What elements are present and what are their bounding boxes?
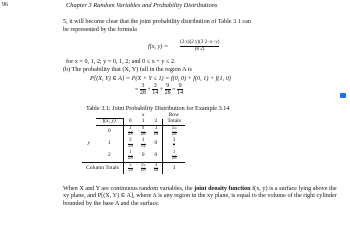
- intro-line-2: be represented by the formula: [63, 26, 137, 33]
- grand-total: 1: [163, 162, 185, 174]
- sum-equals: =: [135, 86, 139, 93]
- intro-line-1: 5, it will become clear that the joint probability distribution of Table 3.1 can: [63, 18, 251, 25]
- defined-term: joint density function: [194, 185, 251, 192]
- x-value: 1: [137, 119, 150, 126]
- extension-icon[interactable]: [340, 93, 346, 98]
- joint-probability-table: [82, 113, 185, 174]
- term4-den: 14: [177, 90, 184, 96]
- x-axis-label: x: [141, 112, 145, 118]
- coltotal-den: 14: [127, 168, 133, 174]
- total-num: 3: [172, 137, 176, 143]
- formula-lhs: f(x, y) =: [148, 43, 169, 50]
- cell-den: 14: [127, 143, 133, 149]
- term4-num: 9: [178, 83, 182, 89]
- cell-den: 28: [153, 132, 159, 137]
- cell-den: 28: [127, 132, 133, 137]
- y-value: 0: [107, 128, 111, 135]
- x-value: 0: [123, 119, 136, 126]
- domain-text: for x = 0, 1, 2; y = 0, 1, 2; and 0 ≤ x + y ≤ 2.: [66, 58, 176, 65]
- cell-value: 0: [141, 151, 145, 158]
- term3-num: 9: [166, 83, 170, 89]
- cell-num: 3: [129, 126, 132, 132]
- coltotal-num: 5: [129, 162, 132, 168]
- formula-denominator: (8 2): [194, 46, 205, 52]
- cell-num: 1: [129, 149, 132, 155]
- row-totals-header: Row: [168, 112, 180, 118]
- term1-num: 3: [141, 83, 145, 89]
- formula-numerator: (3 x)(2 y)(3 2−x−y): [180, 39, 220, 45]
- continuous-paragraph: When X and Y are continuous random variables, the joint density function f(x, y) is a surface lying above the xy plane, and P[(X, Y) ∈ A], where A is any region in the xy plane, is equal to the volume of the right cylinder bounded by the base A and the surface.: [63, 185, 337, 207]
- term2-num: 3: [153, 83, 157, 89]
- column-totals-label: Column Totals: [82, 162, 123, 174]
- table-caption: Table 3.1: Joint Probability Distribution for Example 3.14: [86, 105, 230, 112]
- cell-den: 28: [127, 155, 133, 161]
- y-value: 1: [107, 139, 111, 146]
- term1-den: 28: [139, 90, 146, 96]
- page-number: 96: [2, 2, 8, 8]
- term3-den: 28: [164, 90, 171, 96]
- sum-expression: = $\frac{3}{28}$ + $\frac{3}{14}$ + $\frac{9}{28}$ = $\frac{9}{14}$: [135, 83, 184, 96]
- y-axis-label: y: [87, 139, 91, 146]
- row-totals-subheader: Totals: [163, 119, 185, 126]
- cell-num: 3: [129, 137, 132, 143]
- cell-num: 3: [141, 137, 145, 143]
- cell-den: 14: [140, 143, 146, 149]
- cell-den: 28: [140, 132, 146, 137]
- term2-den: 14: [152, 90, 159, 96]
- column-totals-row: [82, 162, 185, 174]
- table-row: [82, 138, 185, 150]
- total-den: 28: [171, 155, 177, 161]
- coltotal-num: 3: [154, 162, 158, 168]
- cell-value: 0: [154, 139, 158, 146]
- table-row: [82, 126, 185, 138]
- cell-value: 0: [154, 151, 158, 158]
- total-num: 1: [172, 149, 176, 155]
- coltotal-den: 28: [153, 168, 159, 174]
- table-row: [82, 150, 185, 162]
- total-den: 28: [171, 132, 177, 137]
- y-value: 2: [107, 151, 111, 158]
- total-num: 15: [171, 126, 177, 132]
- chapter-header: Chapter 3 Random Variables and Probability Distributions: [66, 2, 218, 9]
- formula-fraction: [180, 37, 219, 55]
- coltotal-num: 15: [140, 162, 146, 168]
- cell-num: 3: [154, 126, 158, 132]
- total-den: 7: [172, 143, 176, 149]
- part-b-text: (b) The probability that (X, Y) fall in the region A is: [63, 66, 192, 73]
- probability-line: P[(X, Y) ∈ A] = P(X + Y ≤ 1) = f(0, 0) + f(0, 1) + f(1, 0): [90, 75, 231, 82]
- coltotal-den: 28: [140, 168, 146, 174]
- cell-num: 9: [141, 126, 145, 132]
- x-value: 2: [150, 119, 163, 126]
- corner-label: f(x, y): [96, 119, 124, 126]
